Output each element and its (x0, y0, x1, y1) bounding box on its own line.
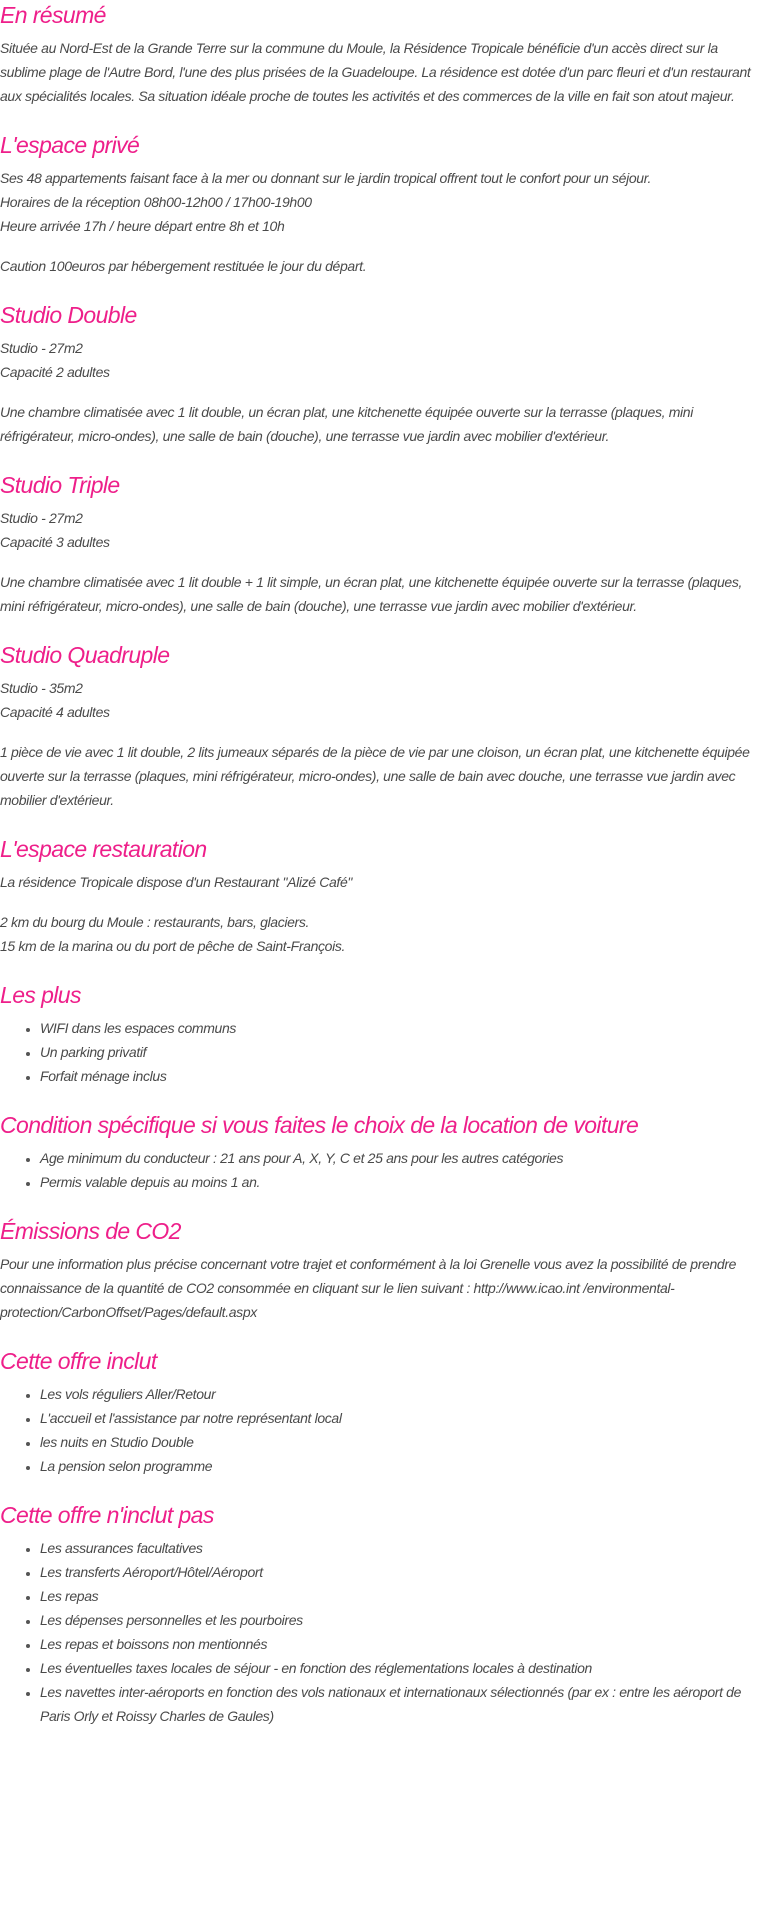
voiture-list (0, 1146, 754, 1194)
section-studio-triple (0, 470, 754, 618)
list-item: • Forfait ménage inclus (40, 1064, 754, 1088)
list-item: • WIFI dans les espaces communs (40, 1016, 754, 1040)
section-location-voiture (0, 1110, 754, 1194)
resume-text: Située au Nord-Est de la Grande Terre sur la commune du Moule, la Résidence Tropicale bénéficie d'un accès direct sur la sublime plage de l'Autre Bord, l'une des plus prisées de la Guadeloupe. La résidence est dotée d'un parc fleuri et d'un restaurant aux spécialités locales. Sa situation idéale proche de toutes les activités et des commerces de la ville en fait son atout majeur. (0, 40, 751, 104)
section-title: En résumé (0, 2, 106, 28)
caution-text: Caution 100euros par hébergement restituée le jour du départ. (0, 258, 367, 274)
distance-marina: 15 km de la marina ou du port de pêche de Saint-François. (0, 938, 346, 954)
distance-bourg: 2 km du bourg du Moule : restaurants, bars, glaciers. (0, 914, 310, 930)
section-title: Cette offre n'inclut pas (0, 1502, 214, 1528)
list-item: • Les vols réguliers Aller/Retour (40, 1382, 754, 1406)
list-item: • Age minimum du conducteur : 21 ans pour A, X, Y, C et 25 ans pour les autres catégories (40, 1146, 754, 1170)
section-offre-ninclut (0, 1500, 754, 1728)
section-title: Studio Quadruple (0, 642, 170, 668)
section-title: Condition spécifique si vous faites le choix de la location de voiture (0, 1112, 639, 1138)
studio-capacity: Capacité 2 adultes (0, 364, 110, 380)
plus-list (0, 1016, 754, 1088)
section-resume (0, 0, 754, 108)
section-title: Les plus (0, 982, 81, 1008)
restaurant-text: La résidence Tropicale dispose d'un Restaurant "Alizé Café" (0, 874, 353, 890)
co2-text: Pour une information plus précise concernant votre trajet et conformément à la loi Grenelle vous avez la possibilité de prendre connaissance de la quantité de CO2 consommée en cliquant sur le lien suivant : http://www.icao.int /environmental-protection/CarbonOffset/Pages/default.aspx (0, 1256, 737, 1320)
list-item: • Les dépenses personnelles et les pourboires (40, 1608, 754, 1632)
section-studio-double (0, 300, 754, 448)
inclut-list (0, 1382, 754, 1478)
section-espace-prive (0, 130, 754, 278)
section-restauration (0, 834, 754, 958)
list-item: • L'accueil et l'assistance par notre représentant local (40, 1406, 754, 1430)
list-item: • Permis valable depuis au moins 1 an. (40, 1170, 754, 1194)
studio-size: Studio - 27m2 (0, 340, 83, 356)
list-item: • les nuits en Studio Double (40, 1430, 754, 1454)
section-offre-inclut (0, 1346, 754, 1478)
list-item: • Les navettes inter-aéroports en fonction des vols nationaux et internationaux sélectionnés (par ex : entre les aéroport de Paris Orly et Roissy Charles de Gaules) (40, 1680, 754, 1728)
list-item: • Les repas et boissons non mentionnés (40, 1632, 754, 1656)
list-item: • Les transferts Aéroport/Hôtel/Aéroport (40, 1560, 754, 1584)
section-title: L'espace privé (0, 132, 140, 158)
studio-capacity: Capacité 4 adultes (0, 704, 110, 720)
section-title: Émissions de CO2 (0, 1218, 181, 1244)
list-item: • La pension selon programme (40, 1454, 754, 1478)
studio-description: 1 pièce de vie avec 1 lit double, 2 lits jumeaux séparés de la pièce de vie par une cloison, un écran plat, une kitchenette équipée ouverte sur la terrasse (plaques, mini réfrigérateur, micro-ondes), une salle de bain avec douche, une terrasse vue jardin avec mobilier d'extérieur. (0, 744, 750, 808)
studio-size: Studio - 27m2 (0, 510, 83, 526)
studio-description: Une chambre climatisée avec 1 lit double, un écran plat, une kitchenette équipée ouverte sur la terrasse (plaques, mini réfrigérateur, micro-ondes), une salle de bain (douche), une terrasse vue jardin avec mobilier d'extérieur. (0, 404, 693, 444)
list-item: • Les repas (40, 1584, 754, 1608)
section-title: Studio Triple (0, 472, 120, 498)
arrival-departure-hours: Heure arrivée 17h / heure départ entre 8h et 10h (0, 218, 285, 234)
section-studio-quadruple (0, 640, 754, 812)
section-co2 (0, 1216, 754, 1324)
reception-hours: Horaires de la réception 08h00-12h00 / 17h00-19h00 (0, 194, 312, 210)
ninclut-list (0, 1536, 754, 1728)
list-item: • Un parking privatif (40, 1040, 754, 1064)
section-title: L'espace restauration (0, 836, 207, 862)
studio-description: Une chambre climatisée avec 1 lit double + 1 lit simple, un écran plat, une kitchenette équipée ouverte sur la terrasse (plaques, mini réfrigérateur, micro-ondes), une salle de bain (douche), une terrasse vue jardin avec mobilier d'extérieur. (0, 574, 743, 614)
studio-capacity: Capacité 3 adultes (0, 534, 110, 550)
list-item: • Les assurances facultatives (40, 1536, 754, 1560)
section-les-plus (0, 980, 754, 1088)
studio-size: Studio - 35m2 (0, 680, 83, 696)
prive-line: Ses 48 appartements faisant face à la mer ou donnant sur le jardin tropical offrent tout le confort pour un séjour. (0, 170, 652, 186)
section-title: Cette offre inclut (0, 1348, 157, 1374)
list-item: • Les éventuelles taxes locales de séjour - en fonction des réglementations locales à destination (40, 1656, 754, 1680)
section-title: Studio Double (0, 302, 137, 328)
